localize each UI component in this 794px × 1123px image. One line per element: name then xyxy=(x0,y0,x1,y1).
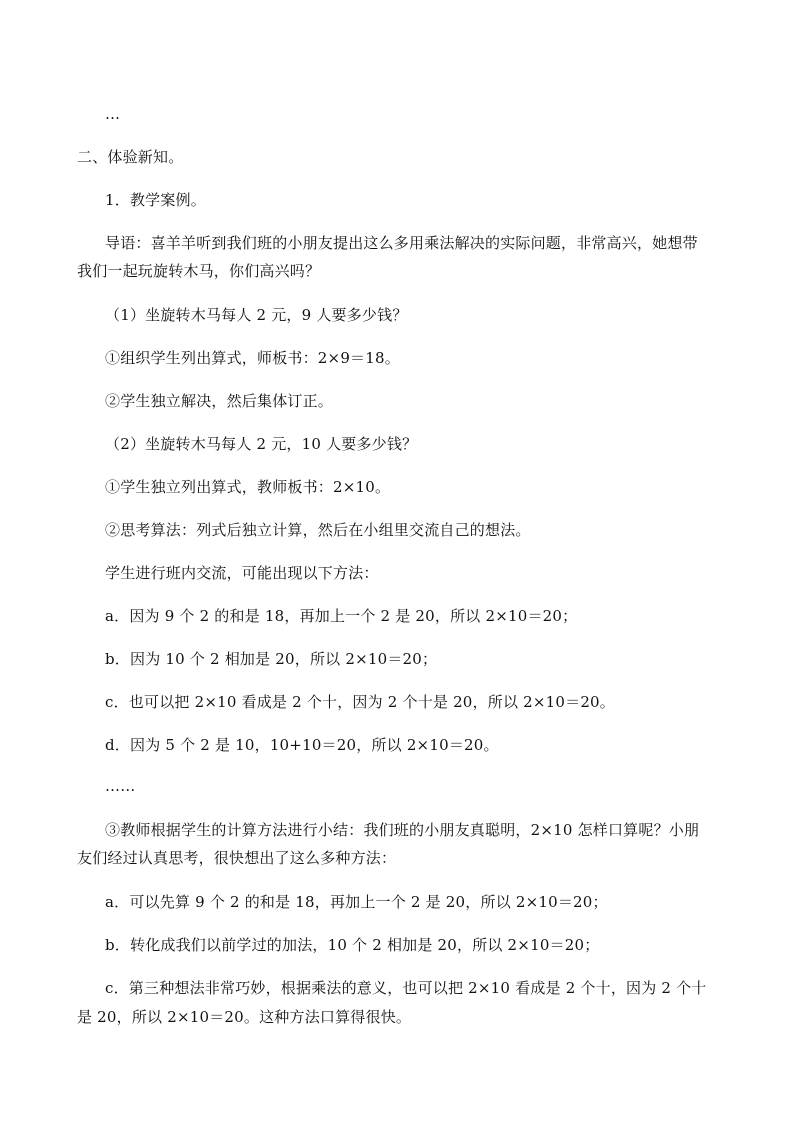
question-1-step-2: ②学生独立解决，然后集体订正。 xyxy=(105,392,334,410)
question-2-step-1: ①学生独立列出算式，教师板书：2×10。 xyxy=(105,478,391,496)
summary-b: b．转化成我们以前学过的加法，10 个 2 相加是 20，所以 2×10＝20； xyxy=(105,936,600,954)
question-2: （2）坐旋转木马每人 2 元，10 人要多少钱？ xyxy=(105,435,418,453)
section-title: 二、体验新知。 xyxy=(77,148,184,166)
summary-c-line-1: c．第三种想法非常巧妙，根据乘法的意义，也可以把 2×10 看成是 2 个十，因为 2 个十 xyxy=(105,979,707,997)
summary-line-1: ③教师根据学生的计算方法进行小结：我们班的小朋友真聪明，2×10 怎样口算呢？小朋 xyxy=(105,821,700,839)
summary-a: a．可以先算 9 个 2 的和是 18，再加上一个 2 是 20，所以 2×10＝20； xyxy=(105,893,608,911)
question-2-step-2: ②思考算法：列式后独立计算，然后在小组里交流自己的想法。 xyxy=(105,521,531,539)
method-c: c．也可以把 2×10 看成是 2 个十，因为 2 个十是 20，所以 2×10＝20。 xyxy=(105,693,616,711)
summary-line-2: 友们经过认真思考，很快想出了这么多种方法： xyxy=(77,849,397,867)
method-d: d．因为 5 个 2 是 10，10+10＝20，所以 2×10＝20。 xyxy=(105,736,499,754)
method-a: a．因为 9 个 2 的和是 18，再加上一个 2 是 20，所以 2×10＝20； xyxy=(105,607,578,625)
ellipsis-top: … xyxy=(105,105,121,123)
summary-c-line-2: 是 20，所以 2×10＝20。这种方法口算得很快。 xyxy=(77,1008,412,1026)
question-1: （1）坐旋转木马每人 2 元，9 人要多少钱？ xyxy=(105,306,408,324)
ellipsis-mid: …… xyxy=(105,777,136,795)
question-1-step-1: ①组织学生列出算式，师板书：2×9＝18。 xyxy=(105,349,400,367)
class-exchange: 学生进行班内交流，可能出现以下方法： xyxy=(105,564,379,582)
intro-line-2: 我们一起玩旋转木马，你们高兴吗？ xyxy=(77,262,321,280)
item-1: 1．教学案例。 xyxy=(105,191,206,209)
intro-line-1: 导语：喜羊羊听到我们班的小朋友提出这么多用乘法解决的实际问题，非常高兴，她想带 xyxy=(105,234,698,252)
method-b: b．因为 10 个 2 相加是 20，所以 2×10＝20； xyxy=(105,650,438,668)
